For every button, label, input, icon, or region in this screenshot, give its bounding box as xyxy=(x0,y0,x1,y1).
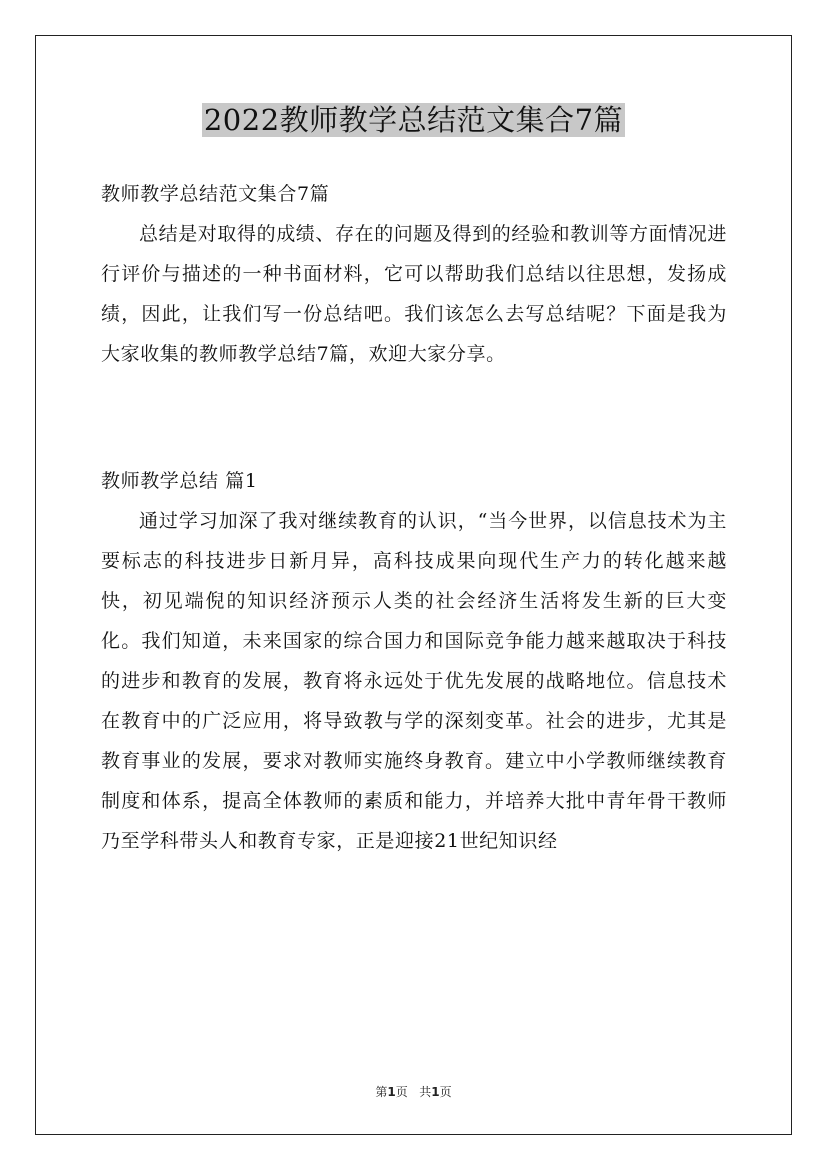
document-title xyxy=(0,100,827,140)
total-pages: 1 xyxy=(431,1085,440,1099)
intro-paragraph: 总结是对取得的成绩、存在的问题及得到的经验和教训等方面情况进行评价与描述的一种书面材料，它可以帮助我们总结以往思想，发扬成绩，因此，让我们写一份总结吧。我们该怎么去写总结呢？下面是我为大家收集的教师教学总结7篇，欢迎大家分享。 xyxy=(101,223,728,365)
section-heading-1: 教师教学总结 篇1 xyxy=(101,470,258,492)
page-suffix: 页 xyxy=(395,1085,408,1099)
page-number: 1 xyxy=(387,1085,396,1099)
document-body xyxy=(101,174,727,861)
document-subtitle: 教师教学总结范文集合7篇 xyxy=(101,183,330,205)
section-spacer xyxy=(101,374,727,461)
document-title-text: 2022教师教学总结范文集合7篇 xyxy=(203,103,624,137)
page-footer xyxy=(0,1083,827,1100)
total-prefix: 共 xyxy=(419,1085,432,1099)
section-1-paragraph: 通过学习加深了我对继续教育的认识，“当今世界，以信息技术为主要标志的科技进步日新月异，高科技成果向现代生产力的转化越来越快，初见端倪的知识经济预示人类的社会经济生活将发生新的巨大变化。我们知道，未来国家的综合国力和国际竞争能力越来越取决于科技的进步和教育的发展，教育将永远处于优先发展的战略地位。信息技术在教育中的广泛应用，将导致教与学的深刻变革。社会的进步，尤其是教育事业的发展，要求对教师实施终身教育。建立中小学教师继续教育制度和体系，提高全体教师的素质和能力，并培养大批中青年骨干教师乃至学科带头人和教育专家，正是迎接21世纪知识经 xyxy=(101,510,727,852)
page-prefix: 第 xyxy=(375,1085,388,1099)
total-suffix: 页 xyxy=(439,1085,452,1099)
